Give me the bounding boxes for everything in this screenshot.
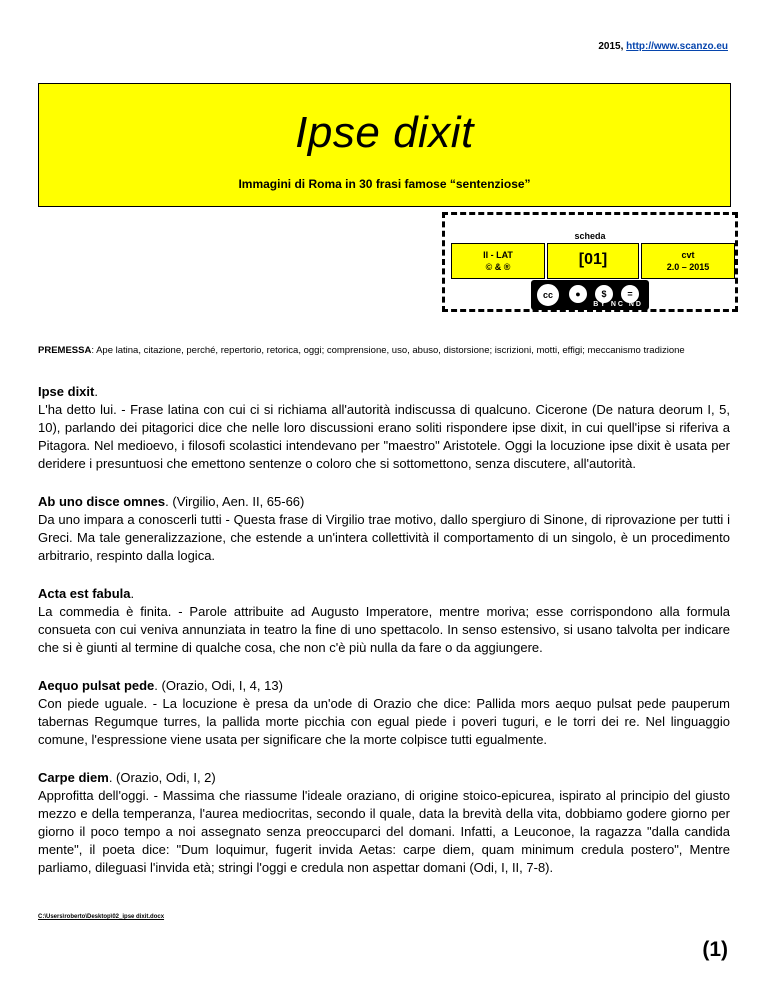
entry: Acta est fabula. La commedia è finita. - Parole attribuite ad Augusto Imperatore, mentre moriva; esse corrispondono alla formula consueta con cui veniva annunziata in teatro la fine di uno spettacolo. In senso estensivo, si usano talvolta per indicare che si è giunti al termine di qualche cosa, che non c'è più nulla da fare o da aggiungere. <box>38 586 730 655</box>
premessa-label: PREMESSA <box>38 345 92 356</box>
cc-tags: BY NC ND <box>593 301 643 308</box>
entry: Ipse dixit. L'ha detto lui. - Frase latina con cui ci si richiama all'autorità indiscussa di qualcuno. Cicerone (De natura deorum I, 5, 10), parlando dei pitagorici dice che nelle loro discussioni erano soliti rispondere ipse dixit, in cui quell'ipse si riferiva a Pitagora. Nel medioevo, i filosofi scolastici intendevano per "maestro" Aristotele. Oggi la locuzione ipse dixit è usata per deridere i presuntuosi che emettono sentenze o coloro che si sottomettono, senza discutere, all'autorità. <box>38 384 730 471</box>
info-card <box>442 212 738 312</box>
entry-source: (Orazio, Odi, I, 2) <box>112 770 216 785</box>
entry-body: L'ha detto lui. - Frase latina con cui ci si richiama all'autorità indiscussa di qualcuno. Cicerone (De natura deorum I, 5, 10), parlando dei pitagorici dice che nelle loro discussioni erano soliti rispondere ipse dixit, in cui quell'ipse si riferiva a Pitagora. Nel medioevo, i filosofi scolastici intendevano per "maestro" Aristotele. Oggi la locuzione ipse dixit è usata per deridere i presuntuosi che emettono sentenze o coloro che si sottomettono, senza discutere, all'autorità. <box>38 402 730 471</box>
entry-source: (Orazio, Odi, I, 4, 13) <box>157 678 283 693</box>
cc-icon: cc <box>535 282 561 308</box>
card-right-line1: cvt <box>681 250 695 260</box>
card-label: scheda <box>574 231 606 241</box>
header-url-link[interactable]: http://www.scanzo.eu <box>626 41 728 52</box>
entry-title: Ab uno disce omnes <box>38 494 166 509</box>
entry-title: Acta est fabula <box>38 586 131 601</box>
card-right-cell <box>641 243 735 279</box>
card-left-line1: II - LAT <box>483 250 513 260</box>
file-path: C:\Users\roberto\Desktop\02_ipse dixit.docx <box>38 914 165 920</box>
entry-body: Da uno impara a conoscerli tutti - Questa frase di Virgilio trae motivo, dallo spergiuro di Sinone, di riprovazione per tutti i Greci. Ma tale generalizzazione, che estende a un'intera collettività il comportamento di un singolo, è un procedimento arbitrario, respinto dalla logica. <box>38 512 730 563</box>
entry: Aequo pulsat pede. (Orazio, Odi, I, 4, 13) Con piede uguale. - La locuzione è presa da un'ode di Orazio che dice: Pallida mors aequo pulsat pede pauperum tabernas Regumque turres, la pallida morte picchia con egual piede i poveri tuguri, e le torri dei re. Nel linguaggio comune, l'espressione viene usata per significare che la morte colpisce tutti egualmente. <box>38 678 730 747</box>
header-year: 2015, <box>598 41 624 52</box>
page-number: (1) <box>702 938 728 961</box>
entry-body: Approfitta dell'oggi. - Massima che riassume l'ideale oraziano, di origine stoico-epicurea, ispirato al principio del giusto mezzo e della temperanza, l'aurea mediocritas, secondo il quale, data la brevità della vita, dobbiamo godere giorno per giorno il poco tempo a noi assegnato senza preoccuparci del domani. Infatti, a Leuconoe, la ragazza "dalla candida mente", il poeta dice: "Dum loquimur, fugerit invida Aetas: carpe diem, quam minimum credula postero", Mentre parliamo, dileguasi l'invida età; stringi l'oggi e credula non aspettar domani (Odi, I, II, 7-8). <box>38 788 730 875</box>
premessa-line <box>38 345 685 356</box>
cc-by-icon: ● <box>567 283 589 305</box>
entry-body: La commedia è finita. - Parole attribuite ad Augusto Imperatore, mentre moriva; esse corrispondono alla formula consueta con cui veniva annunziata in teatro la fine di uno spettacolo. In senso estensivo, si usano talvolta per indicare che si è giunti al termine di qualche cosa, che non c'è più nulla da fare o da aggiungere. <box>38 604 730 655</box>
cc-nc-icon: $ <box>593 283 615 305</box>
premessa-text: : Ape latina, citazione, perché, repertorio, retorica, oggi; comprensione, uso, abuso, distorsione; iscrizioni, motti, effigi; meccanismo tradizione <box>91 345 685 356</box>
entry-title: Carpe diem <box>38 770 109 785</box>
cc-nd-icon: = <box>619 283 641 305</box>
title-banner <box>38 83 731 207</box>
entry-title: Aequo pulsat pede <box>38 678 155 693</box>
page-header <box>598 41 728 52</box>
creative-commons-badge <box>531 280 649 310</box>
card-right-line2: 2.0 – 2015 <box>666 262 710 272</box>
entry-source: (Virgilio, Aen. II, 65-66) <box>168 494 305 509</box>
card-left-line2: © & ® <box>485 262 511 272</box>
document-title: Ipse dixit <box>295 108 474 157</box>
document-subtitle: Immagini di Roma in 30 frasi famose “sentenziose” <box>238 177 531 191</box>
entry: Ab uno disce omnes. (Virgilio, Aen. II, 65-66) Da uno impara a conoscerli tutti - Questa frase di Virgilio trae motivo, dallo spergiuro di Sinone, di riprovazione per tutti i Greci. Ma tale generalizzazione, che estende a un'intera collettività il comportamento di un singolo, è un procedimento arbitrario, respinto dalla logica. <box>38 494 730 563</box>
entry-title: Ipse dixit <box>38 384 95 399</box>
entry-body: Con piede uguale. - La locuzione è presa da un'ode di Orazio che dice: Pallida mors aequo pulsat pede pauperum tabernas Regumque turres, la pallida morte picchia con egual piede i poveri tuguri, e le torri dei re. Nel linguaggio comune, l'espressione viene usata per significare che la morte colpisce tutti egualmente. <box>38 696 730 747</box>
card-code-cell: [01] <box>547 243 639 279</box>
card-left-cell <box>451 243 545 279</box>
entry: Carpe diem. (Orazio, Odi, I, 2) Approfitta dell'oggi. - Massima che riassume l'ideale oraziano, di origine stoico-epicurea, ispirato al principio del giusto mezzo e della temperanza, l'aurea mediocritas, secondo il quale, data la brevità della vita, dobbiamo godere giorno per giorno il poco tempo a noi assegnato senza preoccuparci del domani. Infatti, a Leuconoe, la ragazza "dalla candida mente", il poeta dice: "Dum loquimur, fugerit invida Aetas: carpe diem, quam minimum credula postero", Mentre parliamo, dileguasi l'invida età; stringi l'oggi e credula non aspettar domani (Odi, I, II, 7-8). <box>38 770 730 875</box>
main-content <box>38 383 730 897</box>
